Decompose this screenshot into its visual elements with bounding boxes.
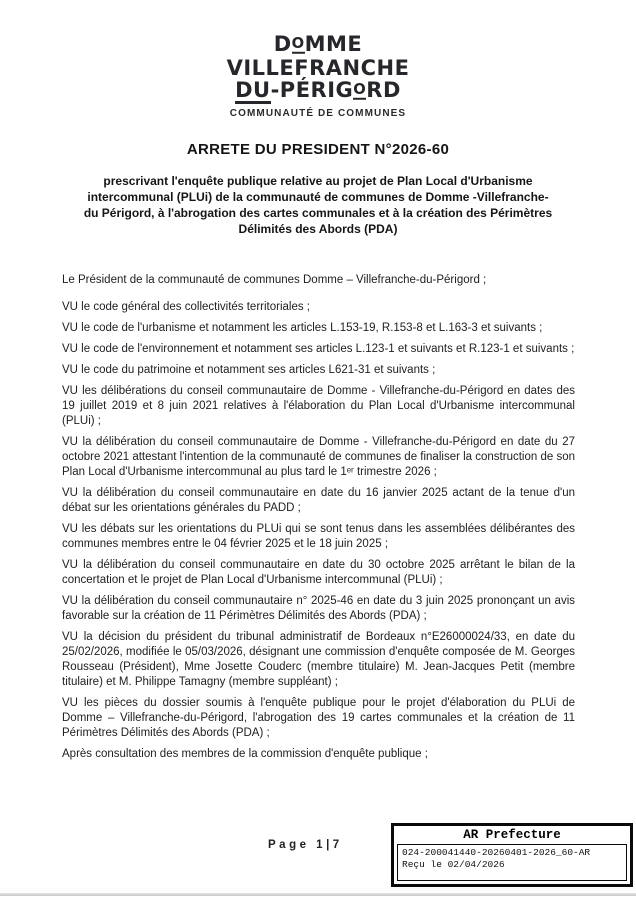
document-body xyxy=(62,273,575,762)
stamp-title: AR Prefecture xyxy=(463,828,561,842)
document-paragraph: VU la délibération du conseil communautaire de Domme - Villefranche-du-Périgord en date du 27 octobre 2021 attestant l'intention de la communauté de communes de finaliser la construction de son Plan Local d'Urbanisme intercommunal au plus tard le 1ᵉʳ trimestre 2026 ; xyxy=(62,435,575,478)
logo-small-o: O xyxy=(353,80,367,98)
logo-text: -PÉRIG xyxy=(270,77,354,102)
logo-line-domme xyxy=(0,33,636,57)
stamp-reference: 024-200041440-20260401-2026_60-AR xyxy=(402,847,591,858)
logo-tagline: COMMUNAUTÉ DE COMMUNES xyxy=(229,107,407,119)
subtitle-line: Délimités des Abords (PDA) xyxy=(238,221,398,236)
document-paragraph: VU les pièces du dossier soumis à l'enquête publique pour le projet d'élaboration du PLUi de Domme – Villefranche-du-Périgord, l'abrogation des 19 cartes communales et la création de 11 Périmètres Délimités des Abords (PDA) ; xyxy=(62,696,575,739)
document-paragraph: VU les débats sur les orientations du PLUi qui se sont tenus dans les assemblées délibérantes des communes membres entre le 04 février 2025 et le 18 juin 2025 ; xyxy=(62,522,575,550)
commune-logo xyxy=(0,0,636,119)
document-paragraph: VU la délibération du conseil communautaire en date du 30 octobre 2025 arrêtant le bilan de la concertation et le projet de Plan Local d'Urbanisme intercommunal (PLUi) ; xyxy=(62,558,575,586)
document-title: ARRETE DU PRESIDENT N°2026-60 xyxy=(186,140,450,158)
logo-line-du-perigord xyxy=(0,79,636,104)
document-paragraph: VU le code de l'environnement et notamment ses articles L.123-1 et suivants et R.123-1 et suivants ; xyxy=(62,342,575,355)
document-paragraph: VU la délibération du conseil communautaire n° 2025-46 en date du 3 juin 2025 prononçant un avis favorable sur la création de 11 Périmètres Délimités des Abords (PDA) ; xyxy=(62,594,575,622)
page-bottom-edge xyxy=(0,893,636,896)
document-paragraph: VU le code du patrimoine et notamment ses articles L621-31 et suivants ; xyxy=(62,363,436,376)
document-paragraph: Le Président de la communauté de communes Domme – Villefranche-du-Périgord ; xyxy=(62,273,487,286)
subtitle-line: du Périgord, à l'abrogation des cartes communales et à la création des Périmètres xyxy=(83,205,553,220)
logo-underlined-du: DU xyxy=(235,77,271,102)
document-subtitle xyxy=(0,173,636,237)
document-paragraph: VU la délibération du conseil communautaire en date du 16 janvier 2025 actant de la tenue d'un débat sur les orientations générales du PADD ; xyxy=(62,486,575,514)
document-paragraph: VU les délibérations du conseil communautaire de Domme - Villefranche-du-Périgord en dates des 19 juillet 2019 et 8 juin 2021 relatives à l'élaboration du Plan Local d'Urbanisme intercommunal (PLUi) ; xyxy=(62,384,575,427)
stamp-received-date: Reçu le 02/04/2026 xyxy=(402,859,505,870)
logo-text: MME xyxy=(304,32,363,56)
logo-line-villefranche: VILLEFRANCHE xyxy=(226,55,410,80)
document-paragraph: VU le code de l'urbanisme et notamment les articles L.153-19, R.153-8 et L.163-3 et suivants ; xyxy=(62,321,543,334)
logo-small-o: O xyxy=(291,34,305,52)
stamp-details xyxy=(397,844,627,881)
page-number: Page 1|7 xyxy=(268,839,343,851)
logo-text: RD xyxy=(366,77,401,102)
document-paragraph: Après consultation des membres de la commission d'enquête publique ; xyxy=(62,747,428,760)
prefecture-stamp xyxy=(391,823,633,887)
document-paragraph: VU la décision du président du tribunal administratif de Bordeaux n°E26000024/33, en date du 25/02/2026, modifiée le 05/03/2026, désignant une commission d'enquête composée de M. Georges Rousseau (Président), Mme Josette Couderc (membre titulaire) M. Jean-Jacques Petit (membre titulaire) et M. Philippe Tamagny (membre suppléant) ; xyxy=(62,630,575,688)
subtitle-line: prescrivant l'enquête publique relative au projet de Plan Local d'Urbanisme xyxy=(103,173,533,188)
logo-text: D xyxy=(273,32,292,56)
subtitle-line: intercommunal (PLUi) de la communauté de communes de Domme -Villefranche- xyxy=(87,189,549,204)
document-paragraph: VU le code général des collectivités territoriales ; xyxy=(62,300,311,313)
